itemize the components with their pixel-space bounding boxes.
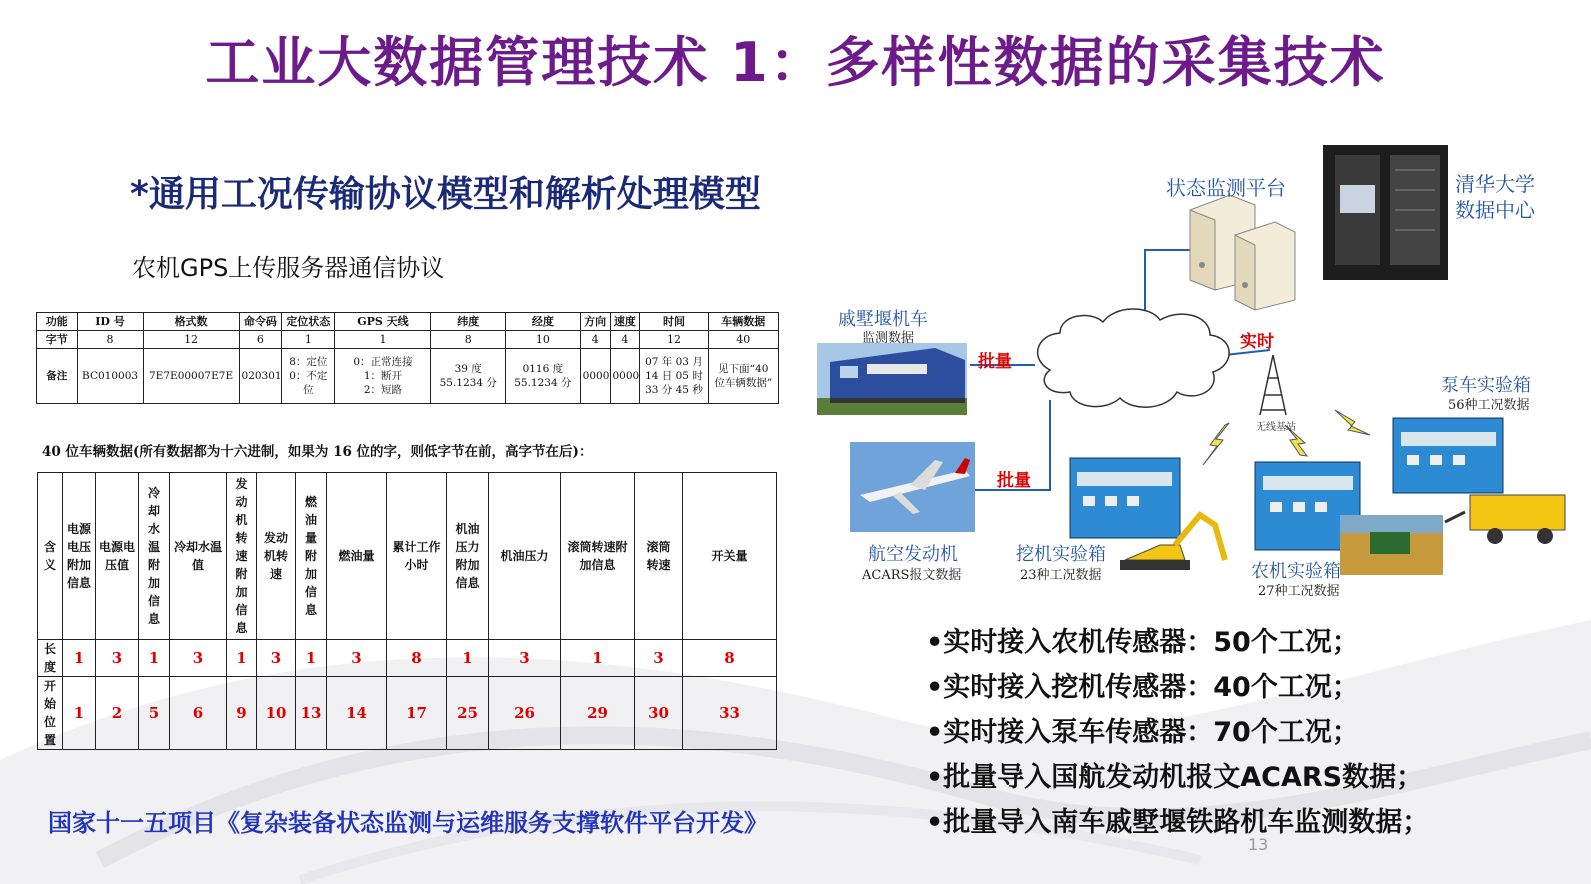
row-label-meaning: [38, 473, 63, 640]
note-cell: [708, 349, 778, 404]
col-name: 冷却水温附加信息: [147, 486, 160, 626]
col-header: GPS 天线: [335, 313, 431, 331]
meaning-cell: [635, 473, 683, 640]
vehicle-data-table: [37, 472, 777, 750]
start-cell: 14: [327, 677, 387, 750]
row-label-text: 含义: [43, 540, 56, 572]
col-header: 格式数: [143, 313, 239, 331]
length-cell: 1: [296, 640, 327, 677]
table2-start-row: [38, 677, 777, 750]
train-sublabel: 监测数据: [862, 331, 915, 346]
start-cell: 6: [170, 677, 227, 750]
start-cell: 30: [635, 677, 683, 750]
col-header: 命令码: [239, 313, 282, 331]
agri-box-sublabel: 27种工况数据: [1258, 584, 1340, 599]
start-cell: 10: [257, 677, 296, 750]
excavator-test-box-image: [1070, 458, 1180, 538]
start-cell: 26: [489, 677, 561, 750]
datacenter-rack-image: [1323, 145, 1448, 280]
meaning-cell: [447, 473, 489, 640]
row-label-length: [38, 640, 63, 677]
pump-test-box-image: [1393, 418, 1503, 493]
col-name: 电源电压附加信息: [66, 522, 91, 590]
note-line: 见下面“40: [718, 363, 769, 375]
locomotive-image: [817, 343, 967, 415]
tower-label: 无线基站: [1256, 422, 1296, 433]
meaning-cell: [683, 473, 777, 640]
length-cell: 3: [489, 640, 561, 677]
train-label: 戚墅堰机车: [838, 309, 928, 330]
table1-bytes-row: [37, 331, 779, 349]
col-header: ID 号: [77, 313, 143, 331]
bytes-cell: 4: [610, 331, 640, 349]
excavator-label: 挖机实验箱: [1016, 544, 1106, 565]
bytes-cell: 12: [640, 331, 708, 349]
note-cell: [239, 349, 282, 404]
row-label-text: 开始位置: [43, 679, 56, 747]
note-line: 0116 度: [522, 363, 564, 375]
platform-label: 状态监测平台: [1166, 176, 1286, 200]
col-name: 电源电压值: [98, 540, 135, 572]
bullet-item: •批量导入南车戚墅堰铁路机车监测数据；: [926, 807, 1430, 838]
col-header: 速度: [610, 313, 640, 331]
length-cell: 1: [139, 640, 170, 677]
row-label-start: [38, 677, 63, 750]
bytes-cell: 12: [143, 331, 239, 349]
start-cell: 29: [561, 677, 635, 750]
length-cell: 8: [683, 640, 777, 677]
meaning-cell: [489, 473, 561, 640]
length-cell: 3: [635, 640, 683, 677]
bullet-item: •实时接入挖机传感器：40个工况；: [926, 672, 1359, 703]
project-footer: 国家十一五项目《复杂装备状态监测与运维服务支撑软件平台开发》: [48, 809, 768, 837]
length-cell: 3: [170, 640, 227, 677]
col-name: 燃油量附加信息: [304, 495, 317, 617]
datacenter-label-line1: 清华大学: [1455, 172, 1535, 196]
aero-engine-sublabel: ACARS报文数据: [862, 568, 962, 583]
table2-caption: 40 位车辆数据(所有数据都为十六进制，如果为 16 位的字，则低字节在前，高字节在后)：: [42, 444, 593, 460]
aero-engine-label: 航空发动机: [868, 544, 958, 565]
start-cell: 13: [296, 677, 327, 750]
meaning-cell: [170, 473, 227, 640]
bullet-list: [926, 620, 1429, 845]
note-cell: [77, 349, 143, 404]
col-name: 发动机转速: [263, 531, 288, 581]
meaning-cell: [296, 473, 327, 640]
meaning-cell: [63, 473, 96, 640]
table2-length-row: [38, 640, 777, 677]
note-cell: [282, 349, 335, 404]
excavator-sublabel: 23种工况数据: [1020, 568, 1102, 583]
row-label: 字节: [37, 331, 78, 349]
bytes-cell: 40: [708, 331, 778, 349]
note-line: 1：断开: [363, 370, 403, 382]
length-cell: 3: [96, 640, 139, 677]
protocol-title: 农机GPS上传服务器通信协议: [132, 254, 445, 282]
note-line: 33 分 45 秒: [645, 384, 703, 396]
airplane-image: [850, 442, 975, 532]
note-line: 2：短路: [363, 384, 403, 396]
start-cell: 25: [447, 677, 489, 750]
note-line: 55.1234 分: [514, 377, 572, 389]
col-header: 经度: [506, 313, 581, 331]
realtime-label: 实时: [1240, 332, 1274, 352]
col-name: 开关量: [711, 549, 748, 563]
pump-box-label: 泵车实验箱: [1441, 375, 1531, 396]
length-cell: 3: [257, 640, 296, 677]
col-name: 累计工作小时: [392, 540, 441, 572]
bytes-cell: 1: [335, 331, 431, 349]
note-line: 位车辆数据”: [714, 377, 773, 389]
meaning-cell: [227, 473, 257, 640]
col-name: 机油压力附加信息: [455, 522, 480, 590]
col-header: 方向: [580, 313, 610, 331]
section-subtitle: *通用工况传输协议模型和解析处理模型: [130, 174, 761, 215]
col-header: 纬度: [431, 313, 506, 331]
note-line: 55.1234 分: [439, 377, 497, 389]
pump-truck-image: [1445, 495, 1565, 544]
note-line: 020301: [241, 370, 282, 382]
bytes-cell: 1: [282, 331, 335, 349]
length-cell: 1: [63, 640, 96, 677]
note-cell: [506, 349, 581, 404]
note-line: 0：不定位: [289, 370, 328, 396]
note-line: 0000: [612, 370, 640, 382]
meaning-cell: [327, 473, 387, 640]
note-line: 8：定位: [289, 356, 328, 368]
note-cell: [431, 349, 506, 404]
length-cell: 1: [561, 640, 635, 677]
bytes-cell: 4: [580, 331, 610, 349]
pump-box-sublabel: 56种工况数据: [1448, 398, 1530, 413]
note-line: 39 度: [454, 363, 482, 375]
row-label-text: 长度: [43, 642, 56, 674]
antenna-tower-icon: [1260, 355, 1286, 415]
note-cell: [143, 349, 239, 404]
table1-notes-row: [37, 349, 779, 404]
col-name: 机油压力: [500, 549, 549, 563]
col-name: 滚筒转速附加信息: [567, 540, 628, 572]
start-cell: 9: [227, 677, 257, 750]
start-cell: 33: [683, 677, 777, 750]
bytes-cell: 10: [506, 331, 581, 349]
bullet-item: •实时接入农机传感器：50个工况；: [926, 627, 1359, 658]
col-name: 冷却水温值: [173, 540, 222, 572]
note-cell: [580, 349, 610, 404]
col-name: 燃油量: [338, 549, 375, 563]
bytes-cell: 8: [431, 331, 506, 349]
note-line: 0：正常连接: [353, 356, 413, 368]
note-line: 14 日 05 时: [645, 370, 703, 382]
note-cell: [640, 349, 708, 404]
start-cell: 5: [139, 677, 170, 750]
batch-label-train: 批量: [978, 352, 1012, 372]
start-cell: 17: [387, 677, 447, 750]
bullet-item: •实时接入泵车传感器：70个工况；: [926, 717, 1359, 748]
note-cell: [335, 349, 431, 404]
note-line: 7E7E00007E7E: [149, 370, 234, 382]
datacenter-label-line2: 数据中心: [1455, 198, 1535, 222]
col-name: 滚筒转速: [646, 540, 671, 572]
meaning-cell: [387, 473, 447, 640]
harvester-image: [1340, 515, 1443, 575]
meaning-cell: [96, 473, 139, 640]
gps-protocol-table: [36, 312, 779, 404]
note-line: BC010003: [82, 370, 139, 382]
bytes-cell: 6: [239, 331, 282, 349]
row-label: 功能: [37, 313, 78, 331]
meaning-cell: [139, 473, 170, 640]
col-header: 定位状态: [282, 313, 335, 331]
col-name: 发动机转速附加信息: [235, 477, 248, 635]
col-header: 时间: [640, 313, 708, 331]
length-cell: 1: [447, 640, 489, 677]
bytes-cell: 8: [77, 331, 143, 349]
start-cell: 2: [96, 677, 139, 750]
page-number: 13: [1248, 835, 1269, 854]
cloud-icon: [1038, 309, 1229, 407]
note-line: 07 年 03 月: [645, 356, 703, 368]
batch-label-aero: 批量: [997, 471, 1031, 491]
page-title: 工业大数据管理技术 1：多样性数据的采集技术: [205, 31, 1386, 94]
meaning-cell: [561, 473, 635, 640]
bullet-item: •批量导入国航发动机报文ACARS数据；: [926, 762, 1424, 793]
length-cell: 3: [327, 640, 387, 677]
meaning-cell: [257, 473, 296, 640]
agri-box-label: 农机实验箱: [1251, 561, 1341, 582]
length-cell: 8: [387, 640, 447, 677]
note-line: 0000: [582, 370, 610, 382]
length-cell: 1: [227, 640, 257, 677]
row-label: 备注: [37, 349, 78, 404]
col-header: 车辆数据: [708, 313, 778, 331]
note-cell: [610, 349, 640, 404]
table1-header-row: [37, 313, 779, 331]
start-cell: 1: [63, 677, 96, 750]
table2-meaning-row: [38, 473, 777, 640]
server-icon: [1190, 195, 1295, 310]
